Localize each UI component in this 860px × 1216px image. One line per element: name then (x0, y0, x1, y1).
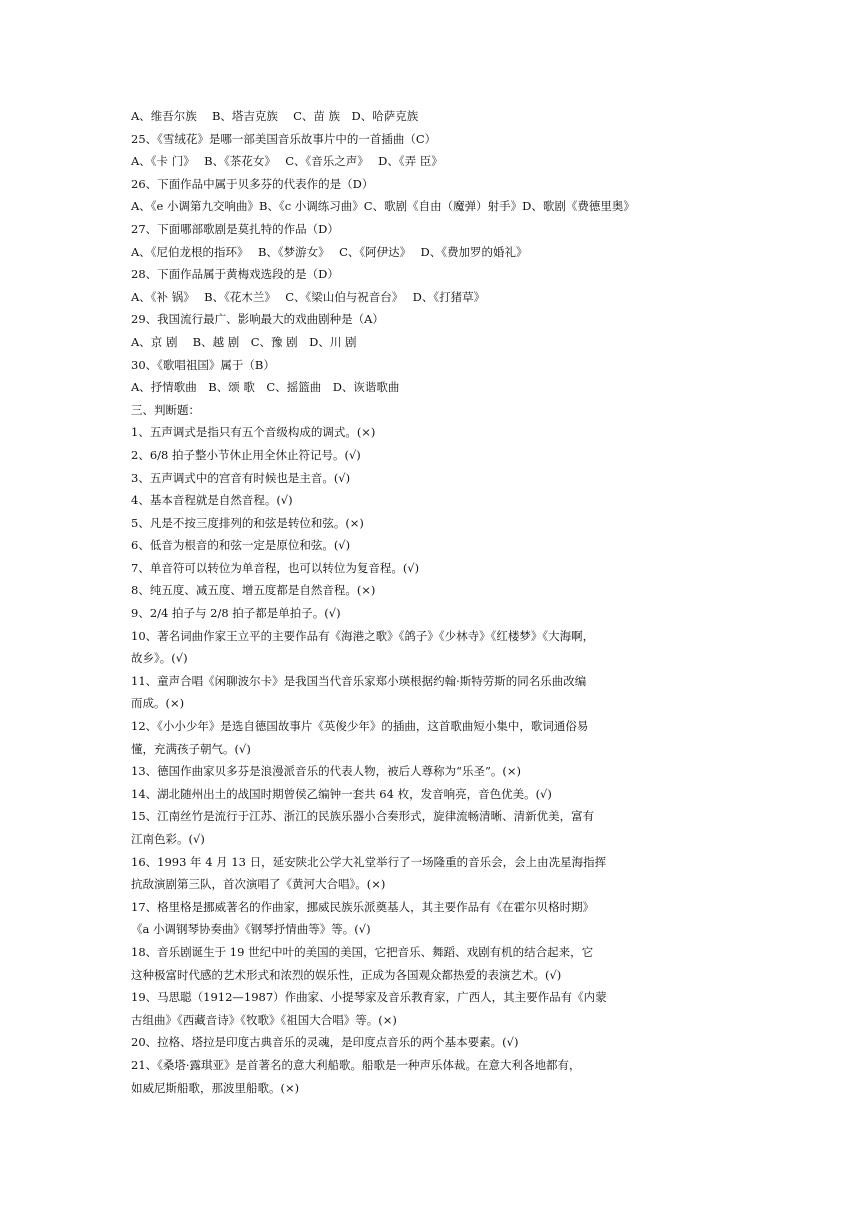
text-line: 2、6/8 拍子整小节休止用全休止符记号。(√) (131, 447, 361, 462)
text-line: 这种极富时代感的艺术形式和浓烈的娱乐性，正成为各国观众都热爱的表演艺术。(√) (131, 967, 562, 982)
text-line: 8、纯五度、减五度、增五度都是自然音程。(×) (131, 583, 376, 598)
text-line: 而成。(×) (131, 696, 185, 711)
text-line: 19、马思聪（1912—1987）作曲家、小提琴家及音乐教育家，广西人，其主要作品有《内蒙 (131, 990, 607, 1005)
text-line: A、维吾尔族 B、塔吉克族 C、苗 族 D、哈萨克族 (131, 109, 419, 123)
text-line: A、《e 小调第九交响曲》B、《c 小调练习曲》C、歌剧《自由（魔弹）射手》D、歌剧《费德里奥》 (131, 199, 635, 214)
text-line: 16、1993 年 4 月 13 日，延安陕北公学大礼堂举行了一场隆重的音乐会，会上由冼星海指挥 (131, 854, 607, 869)
text-line: 18、音乐剧诞生于 19 世纪中叶的美国的美国，它把音乐、舞蹈、戏剧有机的结合起来，它 (131, 944, 594, 959)
text-line: 13、德国作曲家贝多芬是浪漫派音乐的代表人物，被后人尊称为“乐圣”。(×) (131, 764, 521, 779)
text-line: 3、五声调式中的宫音有时候也是主音。(√) (131, 470, 351, 485)
text-line: 江南色彩。(√) (131, 832, 205, 846)
text-line: 27、下面哪部歌剧是莫扎特的作品（D） (131, 221, 339, 236)
text-line: 如威尼斯船歌，那波里船歌。(×) (131, 1080, 300, 1095)
text-line: 20、拉格、塔拉是印度古典音乐的灵魂，是印度点音乐的两个基本要素。(√) (131, 1035, 519, 1050)
text-line: 4、基本音程就是自然音程。(√) (131, 493, 293, 508)
text-line: 25、《雪绒花》是哪一部美国音乐故事片中的一首插曲（C） (131, 131, 437, 146)
text-line: 17、格里格是挪威著名的作曲家，挪威民族乐派奠基人，其主要作品有《在霍尔贝格时期》 (131, 899, 595, 914)
text-line: 1、五声调式是指只有五个音级构成的调式。(×) (131, 425, 376, 440)
text-line: 26、下面作品中属于贝多芬的代表作的是（D） (131, 176, 374, 191)
text-line: 21、《桑塔·露琪亚》是首著名的意大利船歌。船歌是一种声乐体裁。在意大利各地都有， (131, 1057, 581, 1072)
text-line: 懂，充满孩子朝气。(√) (131, 741, 251, 756)
text-line: 29、我国流行最广、影响最大的戏曲剧种是（A） (131, 312, 384, 327)
text-line: A、《补 锅》 B、《花木兰》 C、《梁山伯与祝音台》 D、《打猪草》 (131, 289, 486, 304)
text-line: 故乡》。(√) (131, 651, 188, 666)
text-line: 6、低音为根音的和弦一定是原位和弦。(√) (131, 538, 351, 553)
document-body (131, 105, 731, 1099)
section-heading: 三、判断题： (131, 402, 200, 417)
text-line: 抗敌演剧第三队，首次演唱了《黄河大合唱》。(×) (131, 877, 386, 892)
text-line: 9、2/4 拍子与 2/8 拍子都是单拍子。(√) (131, 606, 341, 621)
text-line: 30、《歌唱祖国》属于（B） (131, 357, 275, 372)
text-line: 古组曲》《西藏音诗》《牧歌》《祖国大合唱》等。(×) (131, 1012, 397, 1027)
text-line: 7、单音符可以转位为单音程，也可以转位为复音程。(√) (131, 560, 420, 575)
text-line: 11、童声合唱《闲聊波尔卡》是我国当代音乐家郑小瑛根据约翰·斯特劳斯的同名乐曲改编 (131, 673, 587, 688)
text-line: A、抒情歌曲 B、颂 歌 C、摇篮曲 D、诙谐歌曲 (131, 380, 400, 395)
text-line: A、《尼伯龙根的指环》 B、《梦游女》 C、《阿伊达》 D、《费加罗的婚礼》 (131, 244, 528, 259)
text-line: 14、湖北随州出土的战国时期曾侯乙编钟一套共 64 枚，发音响亮，音色优美。(√) (131, 786, 552, 801)
text-line: 12、《小小少年》是选自德国故事片《英俊少年》的插曲，这首歌曲短小集中，歌词通俗易 (131, 719, 589, 734)
text-line: 28、下面作品属于黄梅戏选段的是（D） (131, 267, 339, 282)
text-line: 10、著名词曲作家王立平的主要作品有《海港之歌》《鸽子》《少林寺》《红楼梦》《大海啊， (131, 628, 595, 643)
text-line: 5、凡是不按三度排列的和弦是转位和弦。(×) (131, 515, 364, 530)
text-line: A、《卡 门》 B、《茶花女》 C、《音乐之声》 D、《弄 臣》 (131, 154, 443, 169)
text-line: 15、江南丝竹是流行于江苏、浙江的民族乐器小合奏形式，旋律流畅清晰、清新优美，富有 (131, 809, 595, 824)
text-line: A、京 剧 B、越 剧 C、豫 剧 D、川 剧 (131, 334, 357, 349)
text-line: 《a 小调钢琴协奏曲》《钢琴抒情曲等》等。(√) (131, 922, 371, 937)
